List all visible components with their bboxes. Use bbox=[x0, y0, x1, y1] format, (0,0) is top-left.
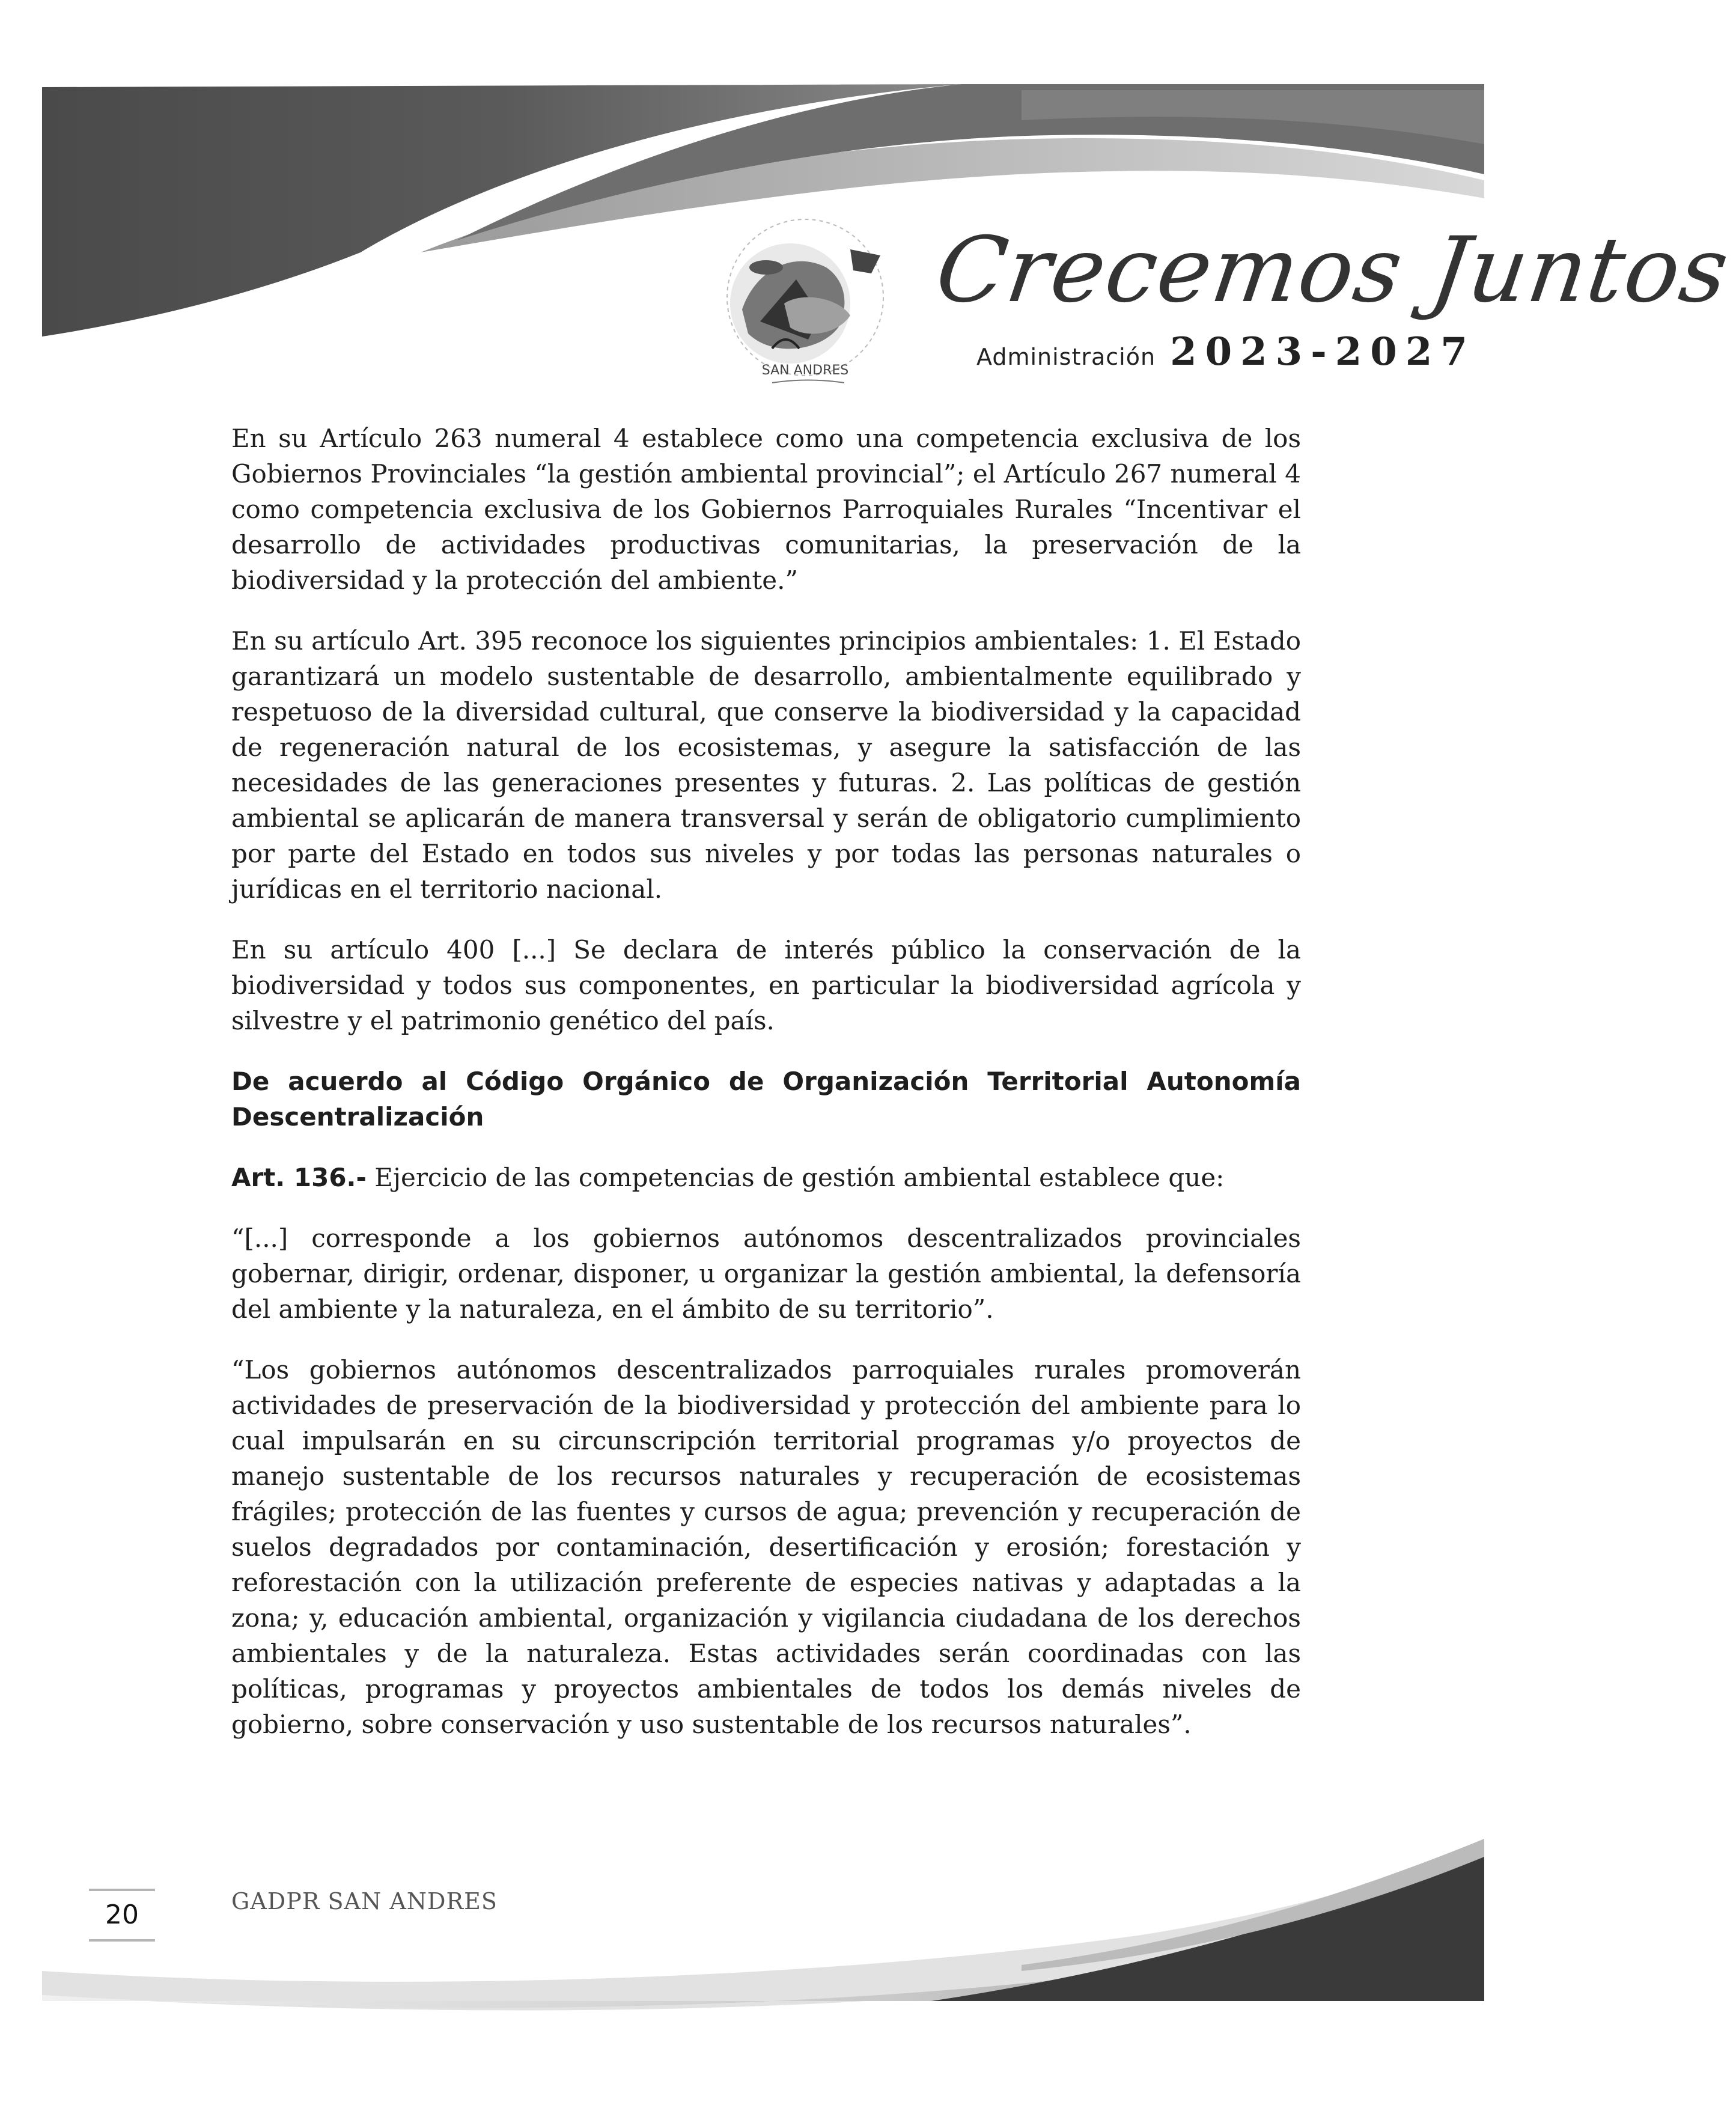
slogan: Crecemos Juntos bbox=[930, 218, 1736, 323]
administration-label: Administración bbox=[976, 344, 1156, 370]
article-intro: Ejercicio de las competencias de gestión ambiental establece que: bbox=[366, 1163, 1225, 1192]
quote-parroquial: “Los gobiernos autónomos descentralizados parroquiales rurales promoverán actividades de preservación de la biodiversidad y protección del ambiente para lo cual impulsarán en su circunscripción territorial programas y/o proyectos de manejo sustentable de los recursos naturales y recuperación de ecosistemas frágiles; protección de las fuentes y cursos de agua; prevención y recuperación de suelos degradados por contaminación, desertificación y erosión; forestación y reforestación con la utilización preferente de especies nativas y adaptadas a la zona; y, educación ambiental, organización y vigilancia ciudadana de los derechos ambientales y de la naturaleza. Estas actividades serán coordinadas con las políticas, programas y proyectos ambientales de todos los demás niveles de gobierno, sobre conservación y uso sustentable de los recursos naturales”. bbox=[231, 1355, 1301, 1739]
section-heading: De acuerdo al Código Orgánico de Organización Territorial Autonomía Descentralización bbox=[231, 1067, 1301, 1132]
logo-emblem-icon bbox=[700, 213, 910, 400]
administration-years: 2023-2027 bbox=[1170, 329, 1476, 374]
paragraph-art-263: En su Artículo 263 numeral 4 establece como una competencia exclusiva de los Gobiernos Provinciales “la gestión ambiental provincial”; el Artículo 267 numeral 4 como competencia exclusiva de los Gobiernos Parroquiales Rurales “Incentivar el desarrollo de actividades productivas comunitarias, la preservación de la biodiversidad y la protección del ambiente.” bbox=[231, 424, 1301, 595]
footer-swoosh-band bbox=[0, 1815, 1490, 2108]
document-body bbox=[231, 421, 1301, 1767]
quote-provincial: “[...] corresponde a los gobiernos autónomos descentralizados provinciales gobernar, dirigir, ordenar, disponer, u organizar la gestión ambiental, la defensoría del ambiente y la naturaleza, en el ámbito de su territorio”. bbox=[231, 1223, 1301, 1324]
page-number: 20 bbox=[89, 1889, 155, 1942]
footer-organization: GADPR SAN ANDRES bbox=[231, 1888, 498, 1915]
paragraph-art-395: En su artículo Art. 395 reconoce los siguientes principios ambientales: 1. El Estado garantizará un modelo sustentable de desarrollo, ambientalmente equilibrado y respetuoso de la diversidad cultural, que conserve la biodiversidad y la capacidad de regeneración natural de los ecosistemas, y asegure la satisfacción de las necesidades de las generaciones presentes y futuras. 2. Las políticas de gestión ambiental se aplicarán de manera transversal y serán de obligatorio cumplimiento por parte del Estado en todos sus niveles y por todas las personas naturales o jurídicas en el territorio nacional. bbox=[231, 626, 1301, 904]
administration-period bbox=[976, 329, 1476, 377]
paragraph-art-400: En su artículo 400 [...] Se declara de interés público la conservación de la biodiversidad y todos sus componentes, en particular la biodiversidad agrícola y silvestre y el patrimonio genético del país. bbox=[231, 935, 1301, 1035]
logo-text: SAN ANDRES bbox=[761, 363, 849, 378]
parish-logo bbox=[700, 213, 910, 400]
article-label: Art. 136.- bbox=[231, 1163, 367, 1192]
paragraph-art-136 bbox=[231, 1160, 1301, 1195]
